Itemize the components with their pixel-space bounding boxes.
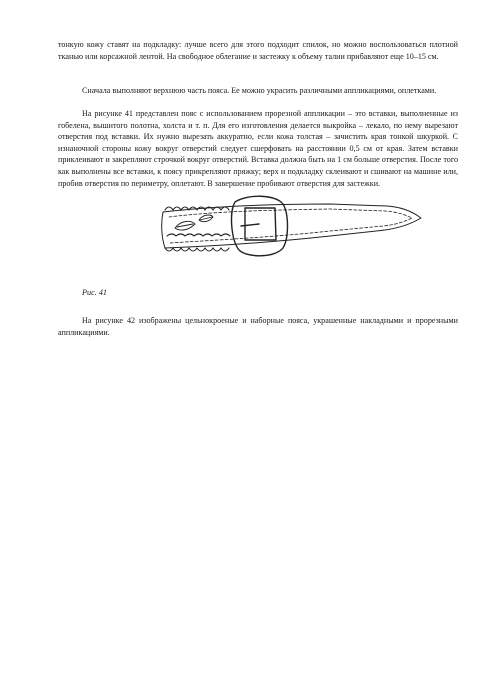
paragraph-1: тонкую кожу ставят на подкладку: лучше всего для этого подходит спилок, но можно воспользоваться плотной тканью или корсажной лентой. На свободное облегание и застежку к объему талии прибавляют еще 10–15 см. bbox=[58, 40, 458, 61]
paragraph-4: На рисунке 42 изображены цельнокроеные и наборные пояса, украшенные накладными и прорезными аппликациями. bbox=[58, 316, 458, 337]
figure-caption: Рис. 41 bbox=[82, 288, 108, 297]
paragraph-2: Сначала выполняют верхнюю часть пояса. Ее можно украсить различными аппликациями, оплетками. bbox=[82, 86, 437, 95]
leaf-applique-icon bbox=[175, 215, 213, 230]
stitch-line-icon bbox=[169, 209, 412, 243]
lacing-icon bbox=[165, 207, 230, 251]
paragraph-3: На рисунке 41 представлен пояс с использованием прорезной аппликации – это вставки, выполненные из гобелена, вышитого полотна, холста и т. п. Для его изготовления делается выкройка – лекало, по нему вырезают отверстия под вставки. Их нужно вырезать аккуратно, если кожа толстая – зачистить края тонкой шкуркой. С изнаночной стороны кожу вокруг отверстий следует сшерфовать на расстоянии 0,5 см от края. Затем вставки приклеивают и закрепляют строчкой вокруг отверстий. Вставка должна быть на 1 см больше отверстия. После того как выполнены все вставки, к поясу прикрепляют пряжку; верх и подкладку склеивают и сшивают на машине или, пробив отверстия по периметру, оплетают. В завершение пробивают отверстия для застежки. bbox=[58, 109, 458, 188]
belt-illustration bbox=[155, 190, 425, 268]
